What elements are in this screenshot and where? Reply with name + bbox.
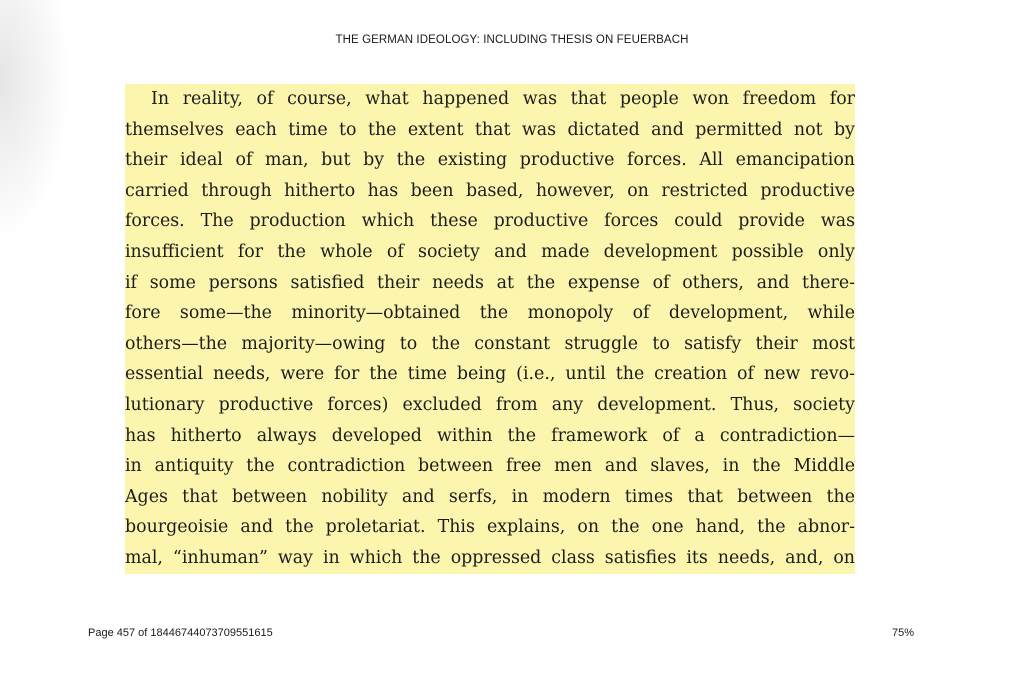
- text-line-highlighted[interactable]: has hitherto always developed within the framework of a contradiction—: [125, 421, 855, 452]
- text-line-highlighted[interactable]: in antiquity the contradiction between free men and slaves, in the Middle: [125, 451, 855, 482]
- text-line-highlighted[interactable]: In reality, of course, what happened was that people won freedom for: [125, 84, 855, 115]
- text-line-highlighted[interactable]: bourgeoisie and the proletariat. This explains, on the one hand, the abnor-: [125, 512, 855, 543]
- page-text-body[interactable]: [125, 84, 855, 574]
- text-line-highlighted[interactable]: insufficient for the whole of society and made development possible only: [125, 237, 855, 268]
- text-line-highlighted[interactable]: forces. The production which these productive forces could provide was: [125, 206, 855, 237]
- text-line-highlighted[interactable]: mal, “inhuman” way in which the oppressed class satisfies its needs, and, on: [125, 543, 855, 574]
- text-line-highlighted[interactable]: carried through hitherto has been based, however, on restricted productive: [125, 176, 855, 207]
- page-number-indicator: Page 457 of 18446744073709551615: [88, 627, 273, 639]
- text-line-highlighted[interactable]: Ages that between nobility and serfs, in modern times that between the: [125, 482, 855, 513]
- text-line-highlighted[interactable]: lutionary productive forces) excluded from any development. Thus, society: [125, 390, 855, 421]
- text-line-highlighted[interactable]: themselves each time to the extent that was dictated and permitted not by: [125, 115, 855, 146]
- text-line-highlighted[interactable]: essential needs, were for the time being (i.e., until the creation of new revo-: [125, 359, 855, 390]
- text-line-highlighted[interactable]: their ideal of man, but by the existing productive forces. All emancipation: [125, 145, 855, 176]
- text-line-highlighted[interactable]: others—the majority—owing to the constant struggle to satisfy their most: [125, 329, 855, 360]
- reading-progress-percent: 75%: [891, 627, 914, 639]
- text-line-highlighted[interactable]: if some persons satisfied their needs at the expense of others, and there-: [125, 268, 855, 299]
- book-title-header: THE GERMAN IDEOLOGY: INCLUDING THESIS ON FEUERBACH: [335, 34, 689, 46]
- text-line-highlighted[interactable]: fore some—the minority—obtained the monopoly of development, while: [125, 298, 855, 329]
